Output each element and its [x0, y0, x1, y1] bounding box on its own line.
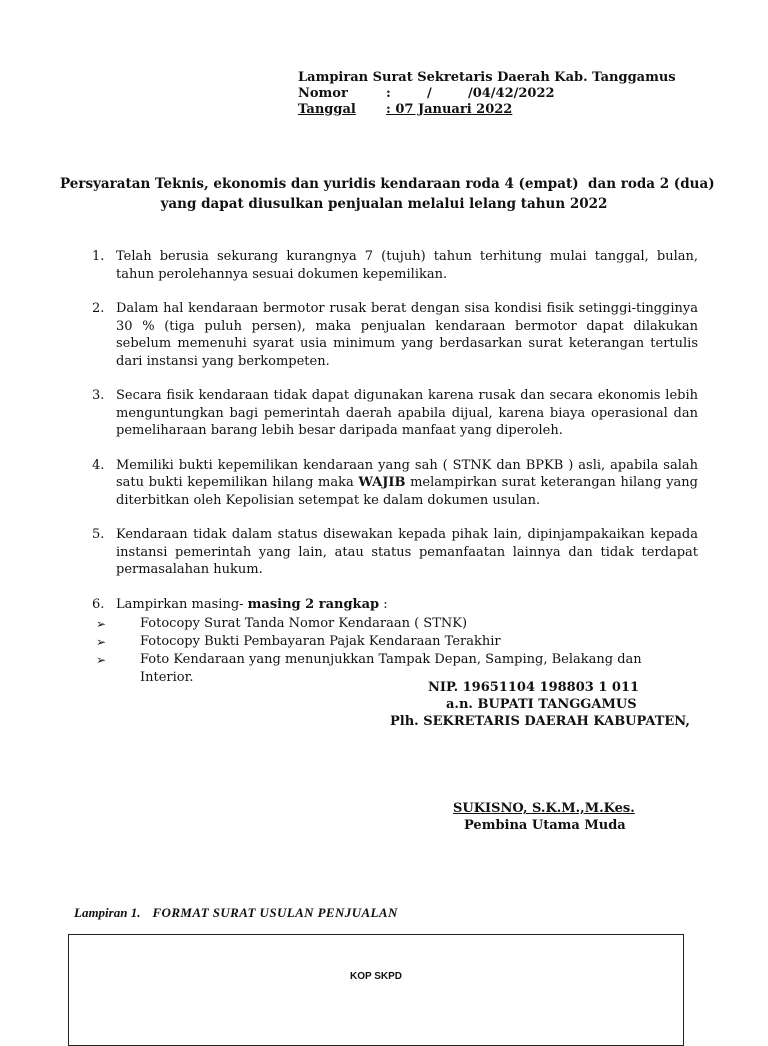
- item-text: Dalam hal kendaraan bermotor rusak berat dengan sisa kondisi fisik setinggi-tingginya 30 % (tiga puluh persen), maka penjualan kendaraan bermotor dapat dilakukan sebelum memenuhi syarat usia minimum yang berdasarkan surat keterangan tertulis dari instansi yang berkompeten.: [116, 301, 698, 369]
- arrow-bullet-icon: ➢: [96, 635, 107, 649]
- header-reference: Lampiran Surat Sekretaris Daerah Kab. Tanggamus: [298, 70, 676, 85]
- bullet-text: Fotocopy Surat Tanda Nomor Kendaraan ( STNK): [140, 616, 468, 631]
- item-text-emphasis: masing 2 rangkap: [247, 596, 380, 612]
- requirements-list: [92, 248, 698, 687]
- item-text-part: :: [379, 596, 388, 612]
- arrow-bullet-icon: ➢: [96, 653, 107, 667]
- attachment-heading: [74, 905, 398, 921]
- document-title: [60, 174, 715, 214]
- nomor-value: : / /04/42/2022: [386, 86, 555, 101]
- item-text-part: melampirkan surat keterangan hilang yang diterbitkan oleh Kepolisian setempat ke dalam dokumen usulan.: [116, 475, 698, 508]
- item-text: Secara fisik kendaraan tidak dapat digunakan karena rusak dan secara ekonomis lebih menguntungkan bagi pemerintah daerah apabila dijual, karena biaya operasional dan pemeliharaan barang lebih besar daripada manfaat yang diperoleh.: [116, 388, 698, 438]
- item-number: 5.: [92, 527, 105, 542]
- bullet-item: [92, 633, 698, 651]
- attachment-label: Lampiran 1.: [74, 905, 141, 920]
- attachment-title: FORMAT SURAT USULAN PENJUALAN: [152, 905, 398, 920]
- signature-nip: NIP. 19651104 198803 1 011: [428, 680, 640, 695]
- bullet-item: [92, 615, 698, 633]
- attachment-bullets: [92, 615, 698, 687]
- signatory-name: SUKISNO, S.K.M.,M.Kes.: [453, 801, 635, 816]
- title-line-1: Persyaratan Teknis, ekonomis dan yuridis kendaraan roda 4 (empat) dan roda 2 (dua): [60, 176, 715, 192]
- signatory-rank: Pembina Utama Muda: [464, 818, 626, 833]
- list-item: [92, 248, 698, 283]
- letter-header: [298, 70, 676, 118]
- nomor-label: Nomor: [298, 86, 348, 101]
- item-number: 3.: [92, 388, 105, 403]
- item-text-part: Lampirkan masing-: [116, 596, 248, 612]
- item-number: 2.: [92, 301, 105, 316]
- list-item: [92, 457, 698, 510]
- arrow-bullet-icon: ➢: [96, 617, 107, 631]
- bullet-text: Foto Kendaraan yang menunjukkan Tampak Depan, Samping, Belakang dan Interior.: [140, 652, 642, 685]
- item-text-emphasis: WAJIB: [358, 475, 406, 490]
- tanggal-label: Tanggal: [298, 102, 356, 117]
- list-item: [92, 596, 698, 614]
- title-line-2: yang dapat diusulkan penjualan melalui lelang tahun 2022: [160, 196, 608, 212]
- item-number: 4.: [92, 457, 105, 473]
- item-text: Kendaraan tidak dalam status disewakan kepada pihak lain, dipinjampakaikan kepada instansi pemerintah yang lain, atau status pemanfaatan lainnya dan tidak terdapat permasalahan hukum.: [116, 527, 698, 577]
- list-item: [92, 300, 698, 370]
- item-number: 1.: [92, 249, 105, 264]
- item-text: Telah berusia sekurang kurangnya 7 (tujuh) tahun terhitung mulai tanggal, bulan, tahun perolehannya sesuai dokumen kepemilikan.: [116, 249, 698, 282]
- list-item: [92, 387, 698, 440]
- item-text: [116, 596, 698, 614]
- item-text: [116, 457, 698, 510]
- list-item: [92, 526, 698, 579]
- letter-format-box: [68, 934, 684, 1046]
- bullet-text: Fotocopy Bukti Pembayaran Pajak Kendaraan Terakhir: [140, 634, 501, 649]
- signature-an: a.n. BUPATI TANGGAMUS: [446, 697, 637, 712]
- signature-position: Plh. SEKRETARIS DAERAH KABUPATEN,: [390, 714, 690, 729]
- kop-skpd-label: KOP SKPD: [349, 971, 403, 982]
- item-text-part: Memiliki bukti kepemilikan kendaraan yang sah ( STNK dan BPKB ) asli, apabila salah satu bukti kepemilikan hilang maka: [116, 457, 698, 490]
- tanggal-value: : 07 Januari 2022: [386, 102, 513, 117]
- item-number: 6.: [92, 596, 105, 612]
